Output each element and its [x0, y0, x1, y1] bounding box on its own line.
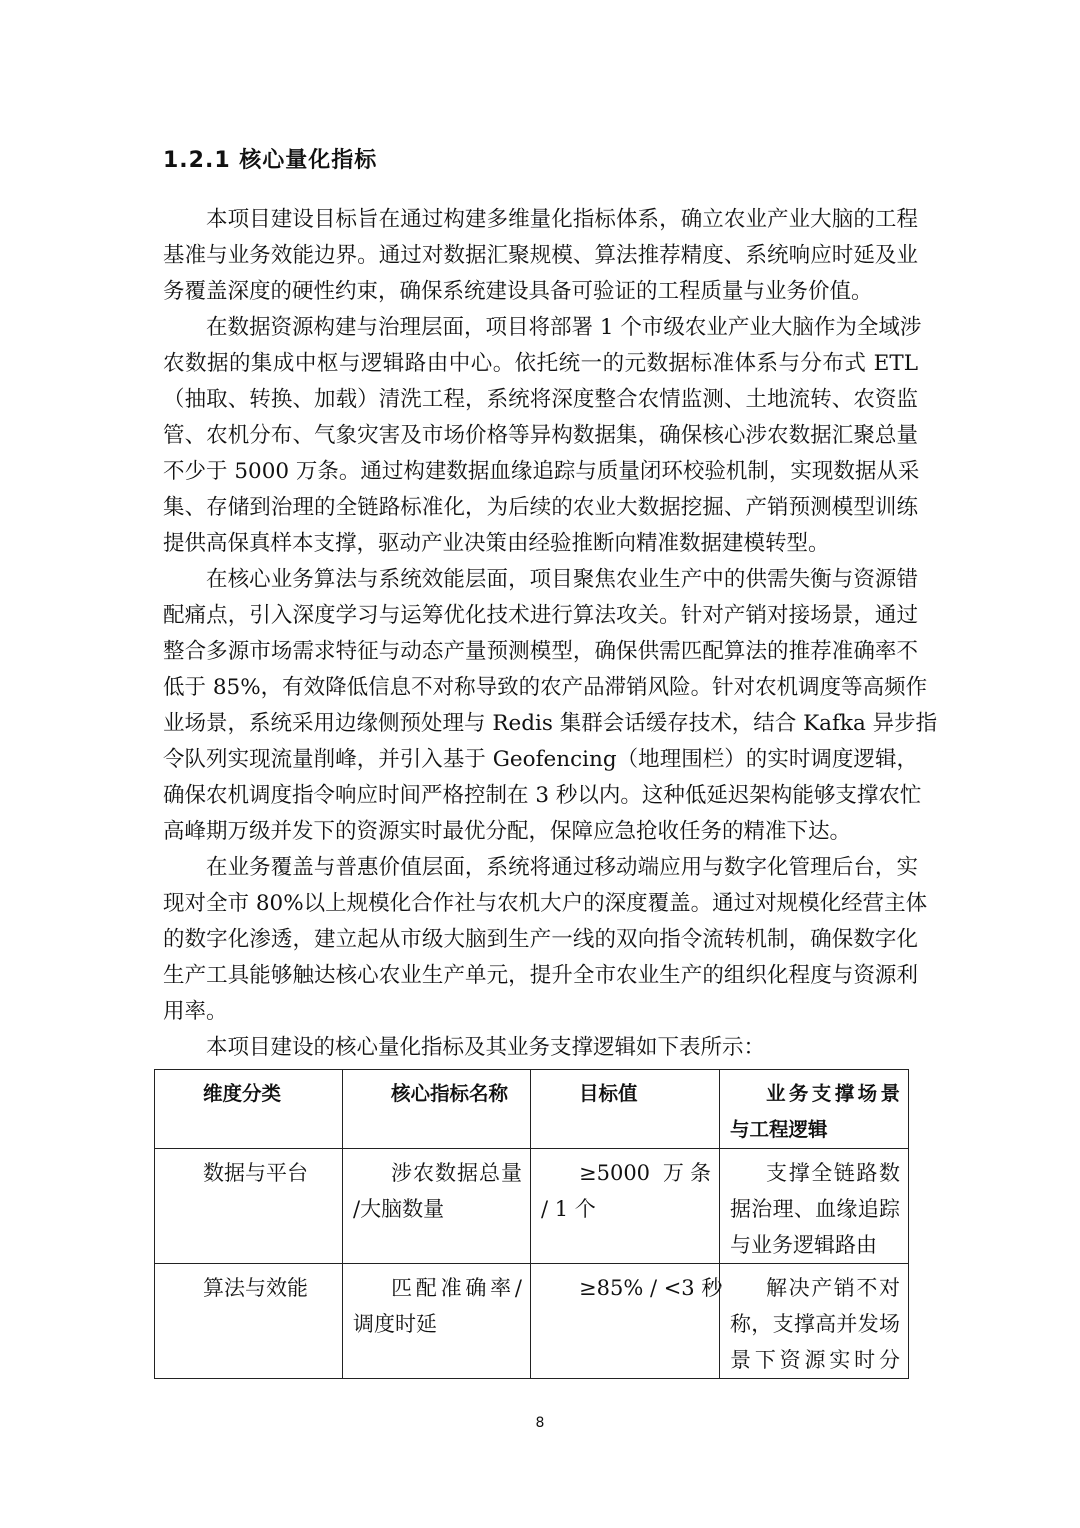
header-logic-line: 业务支撑场景	[766, 1082, 900, 1105]
table-cell	[531, 1264, 723, 1379]
cell-indicator-line: 调度时延	[353, 1312, 437, 1336]
table-header-cell	[343, 1070, 531, 1149]
text-line: 业场景，系统采用边缘侧预处理与 Redis 集群会话缓存技术，结合 Kafka 异步指	[163, 711, 938, 736]
cell-target-line: ≥5000 万条	[579, 1161, 711, 1185]
table-cell	[155, 1149, 343, 1264]
cell-logic-line: 支撑全链路数	[766, 1161, 900, 1185]
text-line: 令队列实现流量削峰，并引入基于 Geofencing（地理围栏）的实时调度逻辑，	[163, 747, 918, 772]
text-line: 用率。	[163, 999, 228, 1024]
text-line: 管、农机分布、气象灾害及市场价格等异构数据集，确保核心涉农数据汇聚总量	[163, 423, 918, 448]
cell-logic-line: 据治理、血缘追踪	[730, 1197, 900, 1221]
table-cell	[531, 1149, 720, 1264]
cell-logic-line: 解决产销不对	[766, 1276, 900, 1300]
table-cell	[155, 1264, 343, 1379]
table-header-row	[155, 1070, 909, 1149]
table-row	[155, 1149, 909, 1264]
text-line: 现对全市 80%以上规模化合作社与农机大户的深度覆盖。通过对规模化经营主体	[163, 891, 928, 916]
header-logic-line: 与工程逻辑	[730, 1118, 828, 1141]
section-heading: 1.2.1 核心量化指标	[163, 148, 378, 173]
table-intro: 本项目建设的核心量化指标及其业务支撑逻辑如下表所示：	[206, 1035, 766, 1060]
table-cell	[720, 1149, 909, 1264]
page-number: 8	[535, 1415, 545, 1431]
table-header-cell	[720, 1070, 909, 1149]
text-line: 在业务覆盖与普惠价值层面，系统将通过移动端应用与数字化管理后台，实	[206, 855, 918, 880]
text-line: 高峰期万级并发下的资源实时最优分配，保障应急抢收任务的精准下达。	[163, 819, 852, 844]
text-line: 确保农机调度指令响应时间严格控制在 3 秒以内。这种低延迟架构能够支撑农忙	[163, 783, 922, 808]
cell-indicator-line: /大脑数量	[353, 1197, 445, 1221]
cell-logic-line: 景下资源实时分	[730, 1348, 900, 1372]
cell-indicator-line: 匹配准确率/	[391, 1276, 522, 1300]
cell-target-line: ≥85% / <3 秒	[579, 1276, 723, 1300]
table-header-cell	[155, 1070, 343, 1149]
text-line: 低于 85%，有效降低信息不对称导致的农产品滞销风险。针对农机调度等高频作	[163, 675, 928, 700]
table-cell	[343, 1149, 531, 1264]
text-line: 集、存储到治理的全链路标准化，为后续的农业大数据挖掘、产销预测模型训练	[163, 495, 918, 520]
metrics-table	[154, 1069, 909, 1379]
table-header-cell	[531, 1070, 720, 1149]
text-line: 提供高保真样本支撑，驱动产业决策由经验推断向精准数据建模转型。	[163, 531, 830, 556]
text-line: 务覆盖深度的硬性约束，确保系统建设具备可验证的工程质量与业务价值。	[163, 279, 873, 304]
table-cell	[720, 1264, 909, 1379]
header-target: 目标值	[579, 1082, 638, 1105]
text-line: 整合多源市场需求特征与动态产量预测模型，确保供需匹配算法的推荐准确率不	[163, 639, 918, 664]
text-line: 基准与业务效能边界。通过对数据汇聚规模、算法推荐精度、系统响应时延及业	[163, 243, 918, 268]
cell-target-line: / 1 个	[541, 1197, 596, 1221]
text-line: 在数据资源构建与治理层面，项目将部署 1 个市级农业产业大脑作为全域涉	[206, 315, 922, 340]
cell-logic-line: 与业务逻辑路由	[730, 1233, 877, 1257]
cell-dimension: 算法与效能	[203, 1276, 308, 1300]
cell-dimension: 数据与平台	[203, 1161, 308, 1185]
table-cell	[343, 1264, 531, 1379]
text-line: 本项目建设目标旨在通过构建多维量化指标体系，确立农业产业大脑的工程	[206, 207, 918, 232]
text-line: 在核心业务算法与系统效能层面，项目聚焦农业生产中的供需失衡与资源错	[206, 567, 918, 592]
header-indicator: 核心指标名称	[391, 1082, 509, 1105]
text-line: 配痛点，引入深度学习与运筹优化技术进行算法攻关。针对产销对接场景，通过	[163, 603, 918, 628]
text-line: （抽取、转换、加载）清洗工程，系统将深度整合农情监测、土地流转、农资监	[163, 387, 918, 412]
text-line: 生产工具能够触达核心农业生产单元，提升全市农业生产的组织化程度与资源利	[163, 963, 918, 988]
text-line: 的数字化渗透，建立起从市级大脑到生产一线的双向指令流转机制，确保数字化	[163, 927, 918, 952]
cell-indicator-line: 涉农数据总量	[391, 1161, 522, 1185]
header-dimension: 维度分类	[203, 1082, 282, 1105]
table-row	[155, 1264, 909, 1379]
cell-logic-line: 称，支撑高并发场	[730, 1312, 900, 1336]
text-line: 农数据的集成中枢与逻辑路由中心。依托统一的元数据标准体系与分布式 ETL	[163, 351, 918, 376]
text-line: 不少于 5000 万条。通过构建数据血缘追踪与质量闭环校验机制，实现数据从采	[163, 459, 920, 484]
